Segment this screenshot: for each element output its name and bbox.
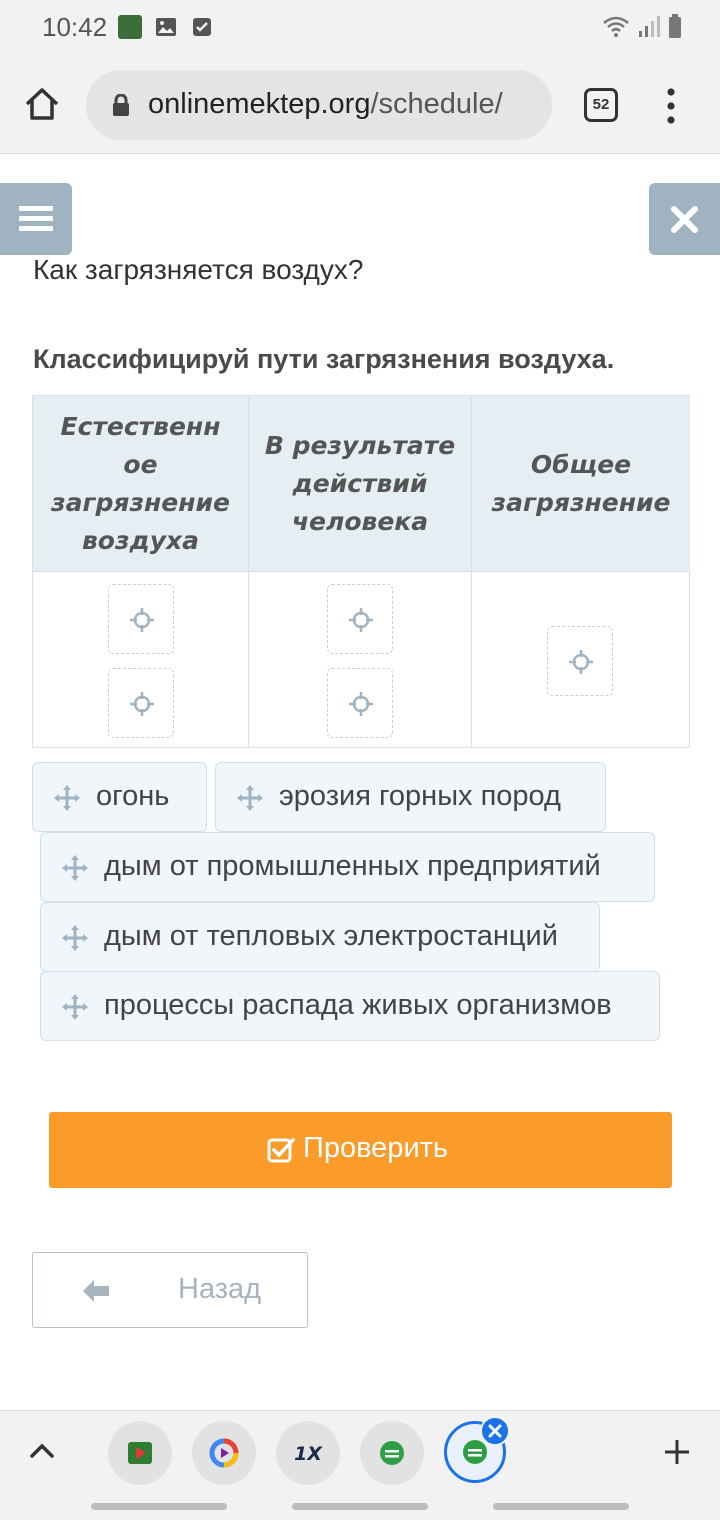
url-path: /schedule/ xyxy=(370,88,503,120)
battery-icon xyxy=(668,14,682,38)
answer-chip[interactable] xyxy=(215,762,606,832)
drop-slot[interactable] xyxy=(327,584,393,654)
answer-chip[interactable] xyxy=(40,832,655,902)
crosshair-icon xyxy=(348,607,374,633)
arrow-left-icon xyxy=(81,1277,111,1305)
hamburger-icon xyxy=(0,183,72,255)
crosshair-icon xyxy=(568,649,594,675)
home-icon[interactable] xyxy=(22,84,62,124)
crosshair-icon xyxy=(129,691,155,717)
close-tab-button[interactable] xyxy=(480,1416,510,1446)
answer-chip-label: дым от тепловых электростанций xyxy=(104,920,558,952)
signal-icon xyxy=(638,14,660,38)
answer-chip-label: процессы распада живых организмов xyxy=(104,989,612,1021)
url-text xyxy=(148,88,503,121)
address-bar[interactable] xyxy=(86,70,552,140)
tab-thumbnail[interactable] xyxy=(192,1421,256,1485)
status-time: 10:42 xyxy=(42,12,108,42)
browser-toolbar xyxy=(0,56,720,154)
plus-icon[interactable] xyxy=(662,1437,692,1467)
question-title: Как загрязняется воздух? xyxy=(33,254,364,285)
lock-icon xyxy=(112,94,130,116)
more-menu-icon[interactable] xyxy=(664,86,678,126)
tab-thumbnail[interactable] xyxy=(108,1421,172,1485)
classification-table xyxy=(32,395,690,748)
menu-button[interactable] xyxy=(0,183,72,255)
move-icon xyxy=(60,853,90,883)
green-b-icon xyxy=(360,1421,424,1485)
crosshair-icon xyxy=(348,691,374,717)
url-domain: onlinemektep.org xyxy=(148,88,371,120)
browser-tab-strip xyxy=(0,1410,720,1520)
answer-chip[interactable] xyxy=(40,902,600,972)
image-icon xyxy=(154,15,178,39)
drop-column-human xyxy=(249,572,472,748)
answer-chip[interactable] xyxy=(32,762,207,832)
1x-icon xyxy=(276,1421,340,1485)
answer-chip-label: эрозия горных пород xyxy=(279,780,561,812)
move-icon xyxy=(235,783,265,813)
scroll-indicator xyxy=(91,1503,227,1510)
scroll-indicator xyxy=(292,1503,428,1510)
move-icon xyxy=(60,992,90,1022)
close-button[interactable] xyxy=(649,183,720,255)
drop-slot[interactable] xyxy=(547,626,613,696)
column-header-natural: Естественн ое загрязнение воздуха xyxy=(33,396,249,572)
tab-thumbnail[interactable] xyxy=(276,1421,340,1485)
check-square-icon xyxy=(267,1136,295,1164)
chevron-up-icon[interactable] xyxy=(28,1441,56,1461)
close-icon xyxy=(482,1418,508,1444)
crosshair-icon xyxy=(129,607,155,633)
back-button[interactable] xyxy=(32,1252,308,1328)
answer-chip-label: дым от промышленных предприятий xyxy=(104,850,601,882)
google-play-games-icon xyxy=(192,1421,256,1485)
move-icon xyxy=(60,923,90,953)
video-player-icon xyxy=(108,1421,172,1485)
drop-column-natural xyxy=(33,572,249,748)
answer-chip-label: огонь xyxy=(96,780,170,812)
close-icon xyxy=(649,183,720,255)
tab-switcher-button[interactable]: 52 xyxy=(584,88,618,122)
drop-slot[interactable] xyxy=(108,668,174,738)
status-system-icons xyxy=(602,14,682,38)
back-button-label: Назад xyxy=(178,1273,262,1305)
drop-slot[interactable] xyxy=(327,668,393,738)
status-notification-icons xyxy=(118,15,214,39)
drop-column-general xyxy=(472,572,690,748)
scroll-indicator xyxy=(493,1503,629,1510)
tab-thumbnail[interactable] xyxy=(360,1421,424,1485)
column-header-general: Общее загрязнение xyxy=(472,396,690,572)
check-button-label: Проверить xyxy=(303,1132,449,1164)
task-instruction: Классифицируй пути загрязнения воздуха. xyxy=(33,344,615,374)
check-button[interactable] xyxy=(49,1112,672,1188)
svg-text:1X: 1X xyxy=(294,1443,322,1465)
column-header-human: В результате действий человека xyxy=(249,396,472,572)
answer-chip[interactable] xyxy=(40,971,660,1041)
drop-slot[interactable] xyxy=(108,584,174,654)
move-icon xyxy=(52,783,82,813)
wifi-icon xyxy=(602,14,630,38)
app-notification-icon xyxy=(118,15,142,39)
status-bar xyxy=(0,0,720,56)
checkbox-icon xyxy=(190,15,214,39)
